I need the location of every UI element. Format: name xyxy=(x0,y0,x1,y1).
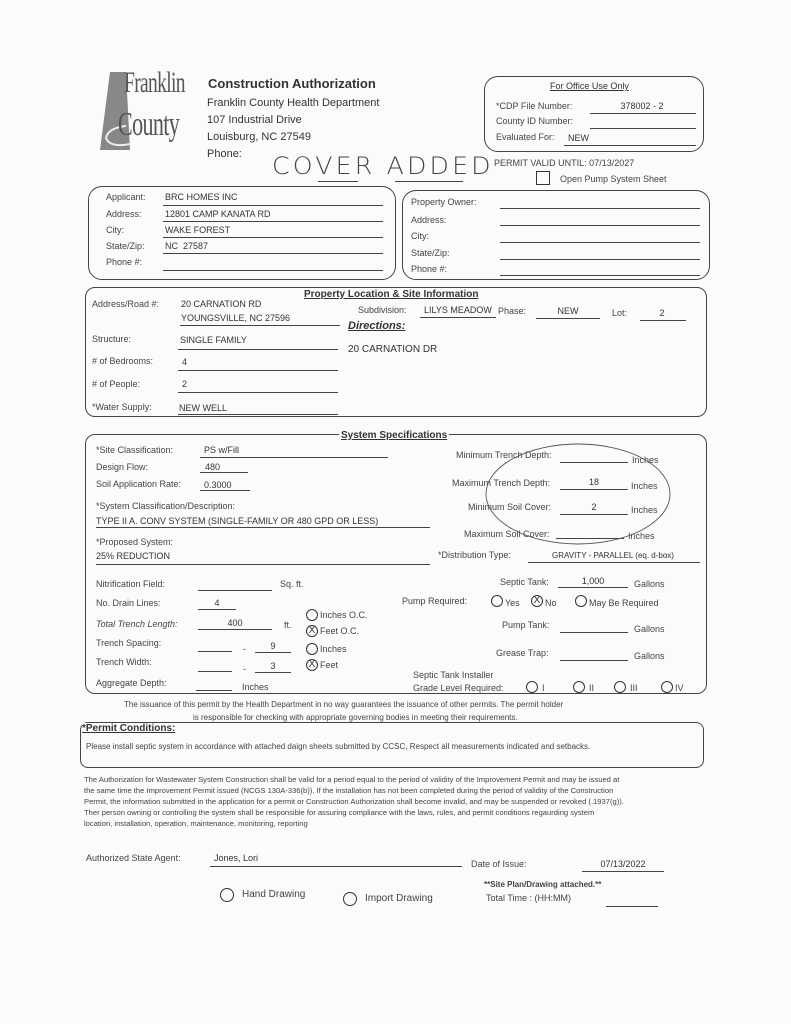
property-address-label: Address/Road #: xyxy=(92,299,160,309)
property-address-line1: 20 CARNATION RD xyxy=(181,299,262,309)
feet-radio[interactable]: X xyxy=(306,659,318,671)
pump-tank-line xyxy=(560,632,628,633)
pump-no-radio[interactable]: X xyxy=(531,595,543,607)
trench-length-line xyxy=(198,629,272,630)
owner-statezip-label: State/Zip: xyxy=(411,248,450,258)
total-time-label: Total Time : (HH:MM) xyxy=(486,893,572,903)
site-class-label: *Site Classification: xyxy=(96,445,174,455)
septic-label: Septic Tank: xyxy=(500,577,549,587)
inches-label: Inches xyxy=(320,644,347,654)
phase-line xyxy=(536,318,600,319)
grade-i-label: I xyxy=(542,683,545,693)
property-address-underline xyxy=(180,325,340,326)
date-line xyxy=(582,871,664,872)
soil-rate-value: 0.3000 xyxy=(204,480,232,490)
nitrification-line xyxy=(198,590,272,591)
legal-text: The Authorization for Wastewater System Construction shall be valid for a period equal to the period of validity of the Improvement Permit and may be issued at the same time the Improvement Permit issued (NCGS 130A-336(b)). If the installation has not been completed during the period of validity of the Construction Permit, the information submitted in the application for a permit or Construction Authorization shall become invalid, and may be suspended or revoked (.1937(g)). Ther person owning or controlling the system shall be responsible for assuring compliance with the laws, rules, and permit conditions regaurding system location, installation, operation, maintenance, monitoring, reporting xyxy=(84,775,624,828)
cdp-line xyxy=(590,113,696,114)
site-class-value: PS w/Fill xyxy=(204,445,240,455)
max-trench-unit: Inches xyxy=(631,481,658,491)
note-underline xyxy=(318,181,358,182)
design-flow-label: Design Flow: xyxy=(96,462,149,472)
department-name: Franklin County Health Department xyxy=(207,97,380,109)
agent-line xyxy=(210,866,462,867)
septic-unit: Gallons xyxy=(634,579,665,589)
pump-tank-unit: Gallons xyxy=(634,624,665,634)
applicant-phone-label: Phone #: xyxy=(106,257,143,267)
distribution-value: GRAVITY - PARALLEL (eq. d-box) xyxy=(552,551,674,560)
max-trench-label: Maximum Trench Depth: xyxy=(452,478,551,488)
handwritten-note: COVER ADDED xyxy=(272,152,494,180)
aggregate-label: Aggregate Depth: xyxy=(96,678,167,688)
applicant-label: Applicant: xyxy=(106,192,146,202)
pump-yes-radio[interactable] xyxy=(491,595,503,607)
trench-length-value: 400 xyxy=(227,618,243,628)
nitrification-label: Nitrification Field: xyxy=(96,579,166,589)
drain-lines-value: 4 xyxy=(214,598,220,608)
feet-oc-label: Feet O.C. xyxy=(320,626,360,636)
applicant-statezip-value: NC 27587 xyxy=(165,241,209,251)
hand-drawing-label: Hand Drawing xyxy=(242,889,306,900)
department-address2: Louisburg, NC 27549 xyxy=(207,131,311,143)
phone-label: Phone: xyxy=(207,148,242,160)
phase-label: Phase: xyxy=(498,306,527,316)
conditions-text: Please install septic system in accordance with attached daign sheets submitted by CCSC, Respect all measurements indicated and setbacks. xyxy=(86,742,591,751)
bedrooms-label: # of Bedrooms: xyxy=(92,356,154,366)
logo-line2: County xyxy=(118,106,180,143)
trench-width-line1 xyxy=(198,671,232,672)
max-soil-label: Maximum Soil Cover: xyxy=(464,529,550,539)
trench-width-dash: - xyxy=(243,664,246,674)
people-value: 2 xyxy=(182,379,188,389)
people-label: # of People: xyxy=(92,379,141,389)
evaluated-label: Evaluated For: xyxy=(496,132,555,142)
drain-lines-line xyxy=(198,609,236,610)
applicant-city-value: WAKE FOREST xyxy=(165,225,231,235)
applicant-city-label: City: xyxy=(106,225,124,235)
min-soil-unit: Inches xyxy=(631,505,658,515)
page-title: Construction Authorization xyxy=(208,76,376,91)
directions-value: 20 CARNATION DR xyxy=(348,344,438,355)
trench-spacing-label: Trench Spacing: xyxy=(96,638,162,648)
date-label: Date of Issue: xyxy=(471,859,527,869)
feet-label: Feet xyxy=(320,660,339,670)
drain-lines-label: No. Drain Lines: xyxy=(96,598,161,608)
sqft-unit: Sq. ft. xyxy=(280,579,304,589)
applicant-address-value: 12801 CAMP KANATA RD xyxy=(165,209,271,219)
aggregate-line xyxy=(196,690,232,691)
trench-spacing-value: 9 xyxy=(270,641,276,651)
subdivision-value: LILYS MEADOW xyxy=(424,305,492,315)
feet-oc-radio[interactable]: X xyxy=(306,625,318,637)
date-value: 07/13/2022 xyxy=(600,859,646,869)
trench-length-unit: ft. xyxy=(284,620,292,630)
soil-rate-line xyxy=(200,490,250,491)
office-use-title: For Office Use Only xyxy=(550,81,629,91)
grade-ii-radio[interactable] xyxy=(573,681,585,693)
lot-line xyxy=(640,320,686,321)
county-id-label: County ID Number: xyxy=(496,116,574,126)
import-drawing-label: Import Drawing xyxy=(365,893,433,904)
county-id-line xyxy=(590,128,696,129)
site-class-line xyxy=(200,457,388,458)
structure-label: Structure: xyxy=(92,334,132,344)
trench-spacing-dash: - xyxy=(243,644,246,654)
owner-address-line xyxy=(500,225,700,226)
owner-line xyxy=(500,208,700,209)
distribution-line xyxy=(528,562,700,563)
structure-value: SINGLE FAMILY xyxy=(180,335,247,345)
conditions-title: *Permit Conditions: xyxy=(82,723,178,734)
owner-address-label: Address: xyxy=(411,215,447,225)
applicant-city-line xyxy=(163,237,383,238)
grade-i-radio[interactable] xyxy=(526,681,538,693)
grade-iv-label: IV xyxy=(675,683,684,693)
grade-iv-radio[interactable] xyxy=(661,681,673,693)
applicant-line xyxy=(163,205,383,206)
hand-drawn-circle-annotation xyxy=(480,440,680,548)
trench-width-value: 3 xyxy=(270,661,276,671)
system-section-title: System Specifications xyxy=(341,430,448,441)
septic-line xyxy=(558,587,628,588)
import-drawing-radio[interactable] xyxy=(343,892,357,906)
department-address1: 107 Industrial Drive xyxy=(207,114,302,126)
directions-label: Directions: xyxy=(348,320,406,332)
bedrooms-line xyxy=(178,370,338,371)
owner-phone-line xyxy=(500,275,700,276)
grease-line xyxy=(560,660,628,661)
owner-city-line xyxy=(500,242,700,243)
water-supply-label: *Water Supply: xyxy=(92,402,152,412)
min-soil-value: 2 xyxy=(591,502,597,512)
min-trench-unit: Inches xyxy=(632,455,659,465)
owner-city-label: City: xyxy=(411,231,429,241)
pump-yes-label: Yes xyxy=(505,598,520,608)
aggregate-unit: Inches xyxy=(242,682,269,692)
note-underline-2 xyxy=(395,181,463,182)
inches-oc-label: Inches O.C. xyxy=(320,610,368,620)
sys-class-value: TYPE II A. CONV SYSTEM (SINGLE-FAMILY OR 480 GPD OR LESS) xyxy=(96,516,379,526)
septic-value: 1,000 xyxy=(581,576,605,586)
pump-maybe-radio[interactable] xyxy=(575,595,587,607)
inches-oc-radio[interactable] xyxy=(306,609,318,621)
lot-value: 2 xyxy=(659,308,665,318)
disclaimer-line1: The issuance of this permit by the Health Department in no way guarantees the issuance of other permits. The permit holder xyxy=(124,700,564,709)
hand-drawing-radio[interactable] xyxy=(220,888,234,902)
soil-rate-label: Soil Application Rate: xyxy=(96,479,182,489)
evaluated-value: NEW xyxy=(568,133,589,143)
grease-label: Grease Trap: xyxy=(496,648,549,658)
owner-label: Property Owner: xyxy=(411,197,477,207)
lot-label: Lot: xyxy=(612,308,628,318)
inches-radio[interactable] xyxy=(306,643,318,655)
owner-statezip-line xyxy=(500,259,700,260)
sys-class-label: *System Classification/Description: xyxy=(96,501,236,511)
owner-phone-label: Phone #: xyxy=(411,264,448,274)
applicant-address-label: Address: xyxy=(106,209,142,219)
open-pump-checkbox[interactable] xyxy=(536,171,550,185)
distribution-label: *Distribution Type: xyxy=(438,550,511,560)
subdivision-line xyxy=(420,317,496,318)
design-flow-line xyxy=(200,472,248,473)
pump-required-label: Pump Required: xyxy=(402,596,468,606)
grade-iii-label: III xyxy=(630,683,638,693)
phase-value: NEW xyxy=(557,306,579,316)
trench-spacing-line1 xyxy=(198,651,232,652)
applicant-statezip-line xyxy=(163,253,383,254)
disclaimer-line2: is responsible for checking with appropriate governing bodies in meeting their requirements. xyxy=(193,713,518,722)
trench-width-label: Trench Width: xyxy=(96,657,152,667)
min-soil-label: Minimum Soil Cover: xyxy=(468,502,552,512)
water-supply-line xyxy=(178,414,338,415)
property-address-line2: YOUNGSVILLE, NC 27596 xyxy=(181,313,291,323)
design-flow-value: 480 xyxy=(205,462,221,472)
agent-value: Jones, Lori xyxy=(214,853,259,863)
grade-iii-radio[interactable] xyxy=(614,681,626,693)
applicant-statezip-label: State/Zip: xyxy=(106,241,145,251)
permit-valid: PERMIT VALID UNTIL: 07/13/2027 xyxy=(494,158,635,168)
structure-line xyxy=(178,349,338,350)
site-plan-note: **Site Plan/Drawing attached.** xyxy=(484,880,602,889)
pump-tank-label: Pump Tank: xyxy=(502,620,550,630)
open-pump-label: Open Pump System Sheet xyxy=(560,174,667,184)
bedrooms-value: 4 xyxy=(182,357,188,367)
applicant-address-line xyxy=(163,221,383,222)
sys-class-line xyxy=(96,527,430,528)
max-trench-value: 18 xyxy=(588,477,599,487)
property-section-title: Property Location & Site Information xyxy=(304,289,479,300)
total-time-line xyxy=(606,906,658,907)
trench-width-line2 xyxy=(255,672,291,673)
franklin-county-logo xyxy=(96,66,196,166)
pump-maybe-label: May Be Required xyxy=(589,598,659,608)
applicant-value: BRC HOMES INC xyxy=(165,192,238,202)
subdivision-label: Subdivision: xyxy=(358,305,407,315)
trench-length-label: Total Trench Length: xyxy=(96,619,178,629)
agent-label: Authorized State Agent: xyxy=(86,853,181,863)
trench-spacing-line2 xyxy=(255,652,291,653)
applicant-phone-line xyxy=(163,270,383,271)
evaluated-line xyxy=(564,145,696,146)
proposed-value: 25% REDUCTION xyxy=(96,551,171,561)
pump-no-label: No xyxy=(545,598,557,608)
installer-label2: Grade Level Required: xyxy=(413,683,504,693)
installer-label1: Septic Tank Installer xyxy=(413,670,494,680)
proposed-label: *Proposed System: xyxy=(96,537,174,547)
grade-ii-label: II xyxy=(589,683,595,693)
cdp-label: *CDP File Number: xyxy=(496,101,573,111)
proposed-line xyxy=(96,564,430,565)
people-line xyxy=(178,392,338,393)
min-trench-label: Minimum Trench Depth: xyxy=(456,450,552,460)
max-soil-unit: Inches xyxy=(628,531,655,541)
cdp-value: 378002 - 2 xyxy=(620,101,664,111)
water-supply-value: NEW WELL xyxy=(179,403,228,413)
logo-line1: Franklin xyxy=(124,66,185,99)
grease-unit: Gallons xyxy=(634,651,665,661)
